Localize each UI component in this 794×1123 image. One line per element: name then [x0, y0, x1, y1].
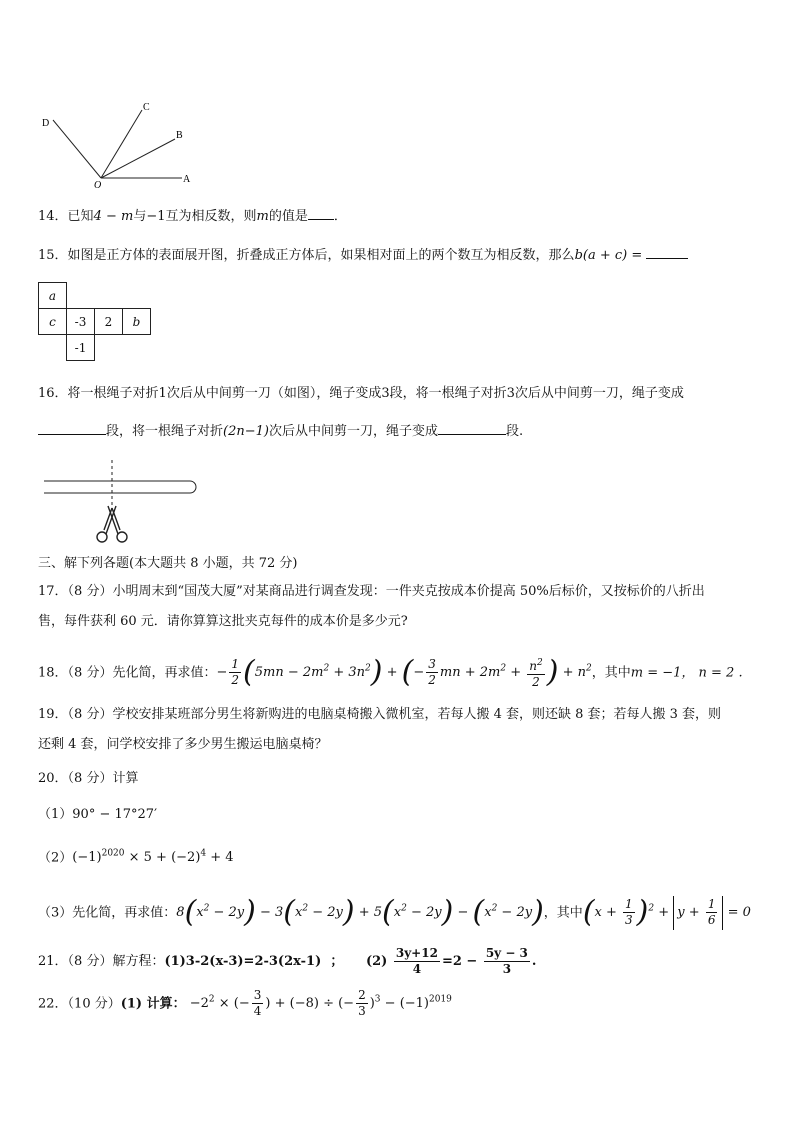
question-17-line1: 17．（8 分）小明周末到“国茂大厦”对某商品进行调查发现：一件夹克按成本价提高 50%后标价，又按标价的八折出 — [38, 584, 705, 599]
question-15: 15．如图是正方体的表面展开图，折叠成正方体后，如果相对面上的两个数互为相反数，那么b(a + c) = — [38, 245, 688, 265]
question-22: 22．（10 分）(1) 计算： $-2^2$ × (− $\frac{3}{4}$ ) + (−8) ÷ (− $\frac{2}{3}$ )$^3 - (-1)^{2019}$ — [38, 988, 452, 1019]
q22-expression: $-2^2$ × (− $\frac{3}{4}$ ) + (−8) ÷ (− $\frac{2}{3}$ )$^3 - (-1)^{2019}$ — [189, 988, 452, 1019]
cube-net-figure: a c -3 2 b -1 — [38, 282, 151, 361]
question-16-line1: 16．将一根绳子对折1次后从中间剪一刀（如图），绳子变成3段，将一根绳子对折3次后从中间剪一刀，绳子变成 — [38, 386, 684, 401]
question-20-part1: （1）90° − 17°27′ — [38, 807, 158, 822]
answer-blank — [438, 421, 506, 435]
question-19-line2: 还剩 4 套，问学校安排了多少男生搬运电脑桌椅？ — [38, 737, 328, 752]
angle-figure — [38, 98, 198, 190]
question-20-part3: （3）先化简，再求值：$8(x^2 - 2y) - 3(x^2 - 2y) + 5(x^2 - 2y) - (x^2 - 2y)$，其中(x + $\frac{1}{3}$ )$^2$ + y + $\frac{1}{6}$ = 0 — [38, 894, 751, 930]
point-label-c: C — [143, 102, 150, 113]
answer-blank — [308, 206, 334, 220]
point-label-d: D — [42, 118, 50, 129]
question-19-line1: 19．（8 分）学校安排某班部分男生将新购进的电脑桌椅搬入微机室，若每人搬 4 套，则还缺 8 套；若每人搬 3 套，则 — [38, 707, 722, 722]
point-label-o: O — [94, 180, 102, 190]
question-20-title: 20．（8 分）计算 — [38, 771, 139, 786]
scissors-icon — [97, 506, 127, 542]
answer-blank — [38, 421, 106, 435]
question-17-line2: 售，每件获利 60 元．请你算算这批夹克每件的成本价是多少元? — [38, 614, 408, 629]
point-label-b: B — [176, 130, 183, 141]
point-label-a: A — [183, 174, 191, 185]
section-heading: 三、解下列各题(本大题共 8 小题，共 72 分) — [38, 556, 298, 571]
question-16-line2: 段，将一根绳子对折(2n−1)次后从中间剪一刀，绳子变成 段. — [38, 421, 523, 441]
rope-scissors-figure — [38, 458, 208, 544]
question-14: 14．已知4 − m与−1互为相反数，则m的值是 ． — [38, 206, 347, 226]
question-21: 21．（8 分）解方程：(1)3-2(x-3)=2-3(2x-1) ； (2) $\frac{3y+12}{4}$ =2 − $\frac{5y - 3}{3}$ . — [38, 946, 537, 976]
answer-blank — [646, 245, 688, 259]
question-20-part2: $(2)(-1)^{2020} \times 5 + (-2)^4 + 4$ — [38, 849, 234, 866]
question-18: 18．（8 分）先化简，再求值：− $\frac{1}{2}$ $(5mn - 2m^2 + 3n^2)$ + (− $\frac{3}{2}$ mn + $2m^2$ + $\frac{n^2}{2}$ ) + $n^2$，其中m = −1， n = 2 . — [38, 654, 743, 690]
